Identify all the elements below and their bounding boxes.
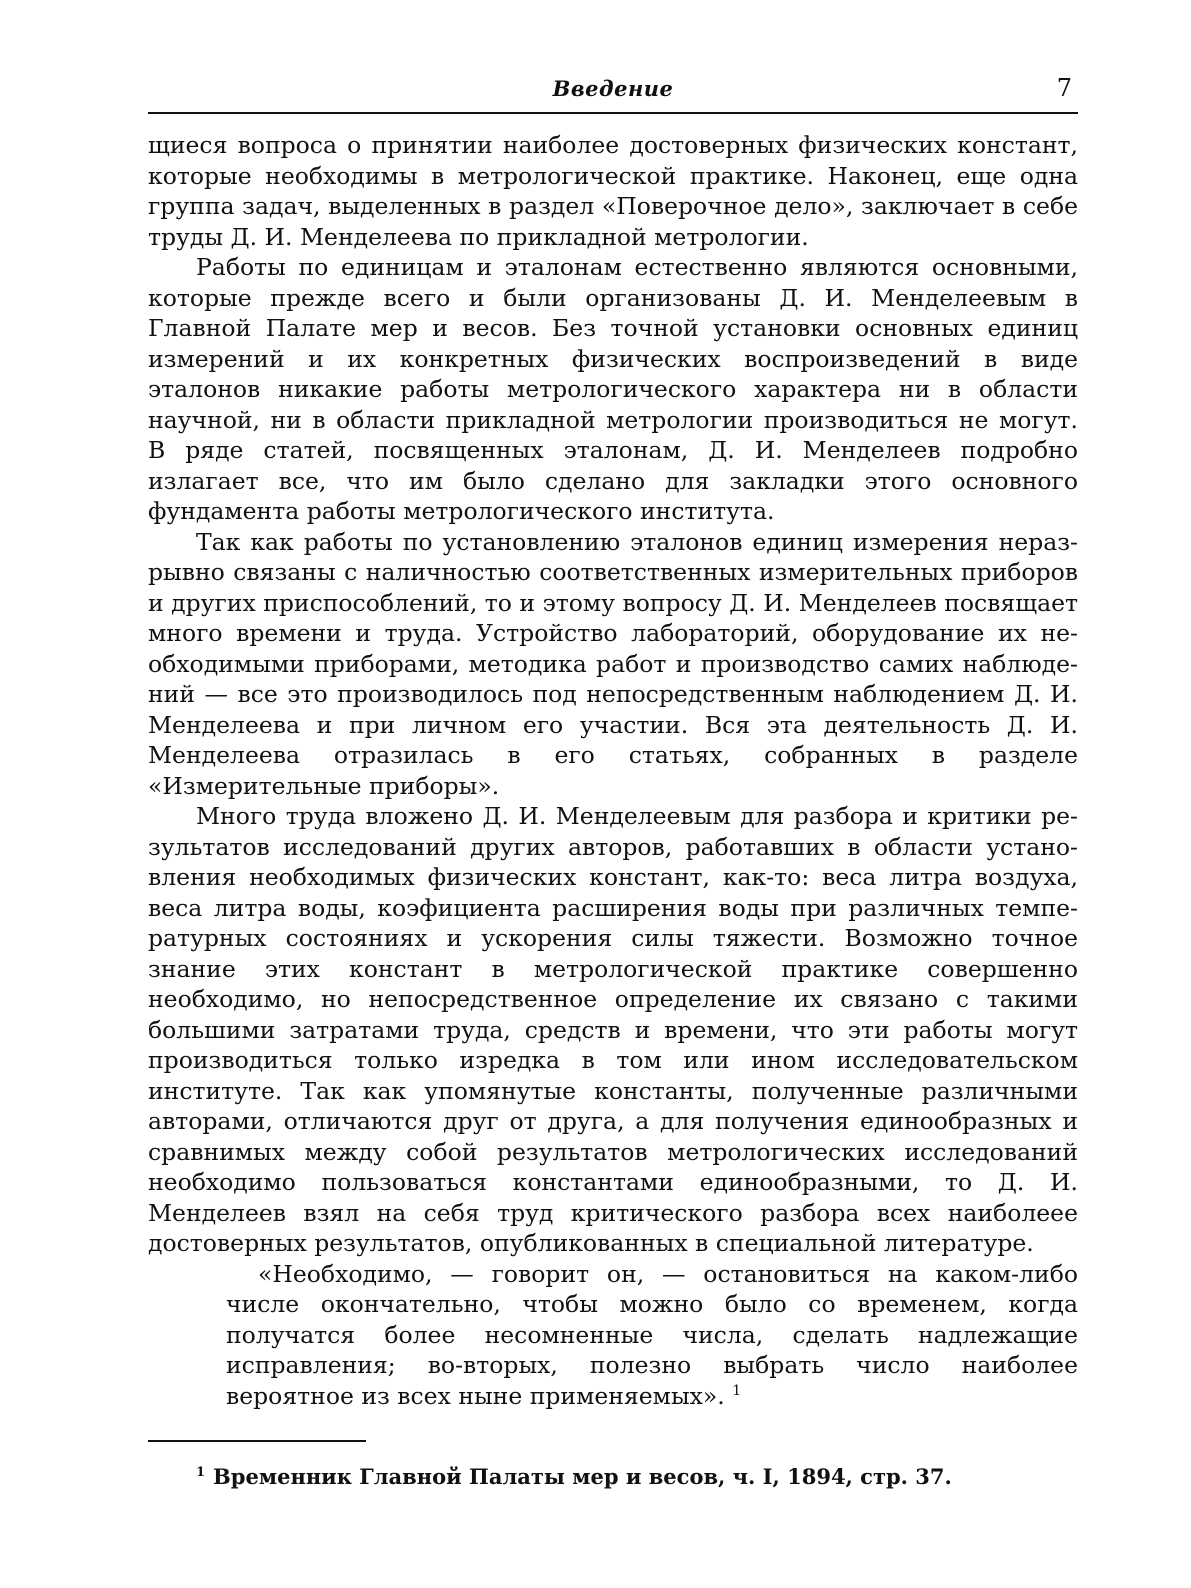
body-text — [148, 130, 1078, 1411]
footnote-text: Временник Главной Палаты мер и весов, ч. I, 1894, стр. 37. — [213, 1464, 952, 1489]
running-title: Введение — [552, 76, 674, 101]
quotation — [226, 1259, 1078, 1412]
page-number: 7 — [1056, 74, 1072, 102]
paragraph-2: Работы по единицам и эталонам естественно являются основными, которые прежде всего и были организованы Д. И. Менделеевым в Главной Палате мер и весов. Без точной установки основных единиц измерений и их конкретных физических воспроизведений в виде эталонов никакие работы метрологического характера ни в области научной, ни в области прикладной метрологии производиться не могут. В ряде статей, посвященных эталонам, Д. И. Менделеев подробно излагает все, что им было сделано для закладки этого основного фундамента работы метрологического института. — [148, 253, 1078, 525]
footnote-rule — [148, 1440, 366, 1442]
paragraph-1: щиеся вопроса о принятии наиболее достоверных физических констант, которые необходимы в метрологической практике. Наконец, еще одна группа задач, выделенных в раздел «Поверочное дело», заключает в себе труды Д. И. Менделеева по прикладной метрологии. — [148, 131, 1078, 251]
page — [148, 70, 1078, 1411]
footnote-reference[interactable]: 1 — [732, 1382, 742, 1399]
paragraph-3: Так как работы по установлению эталонов единиц измерения неразрывно связаны с наличностью соответственных измерительных приборов и других приспособлений, то и этому вопросу Д. И. Менделеев посвящает много времени и труда. Устройство лабораторий, оборудование их необходимыми приборами, методика работ и производство самих наблюдений — все это производилось под непосредственным наблюдением Д. И. Менделеева и при личном его участии. Вся эта деятельность Д. И. Менделеева отразилась в его статьях, собранных в разделе «Измерительные приборы». — [148, 527, 1078, 800]
footnote-mark: 1 — [196, 1465, 206, 1480]
paragraph-4: Много труда вложено Д. И. Менделеевым для разбора и критики результатов исследований других авторов, работавших в области установления необходимых физических констант, как-то: веса литра воздуха, веса литра воды, коэфициента расширения воды при различных температурных состояниях и ускорения силы тяжести. Возможно точное знание этих констант в метрологической практике совершенно необходимо, но непосредственное определение их связано с такими большими затратами труда, средств и времени, что эти работы могут производиться только изредка в том или ином исследовательском институте. Так как упомянутые константы, полученные различными авторами, отличаются друг от друга, а для получения единообразных и сравнимых между собой результатов метрологических исследований необходимо пользоваться константами единообразными, то Д. И. Менделеев взял на себя труд критического разбора всех наиболеее достоверных результатов, опубликованных в специальной литературе. — [148, 802, 1078, 1257]
footnote — [196, 1464, 952, 1489]
quotation-text: «Необходимо, — говорит он, — остановиться на каком-либо числе окончательно, чтобы можно было со временем, когда получатся более несомненные числа, сделать надлежащие исправления; во-вторых, полезно выбрать число наиболее вероятное из всех ныне применяемых». — [226, 1259, 1078, 1410]
running-head — [148, 70, 1078, 114]
